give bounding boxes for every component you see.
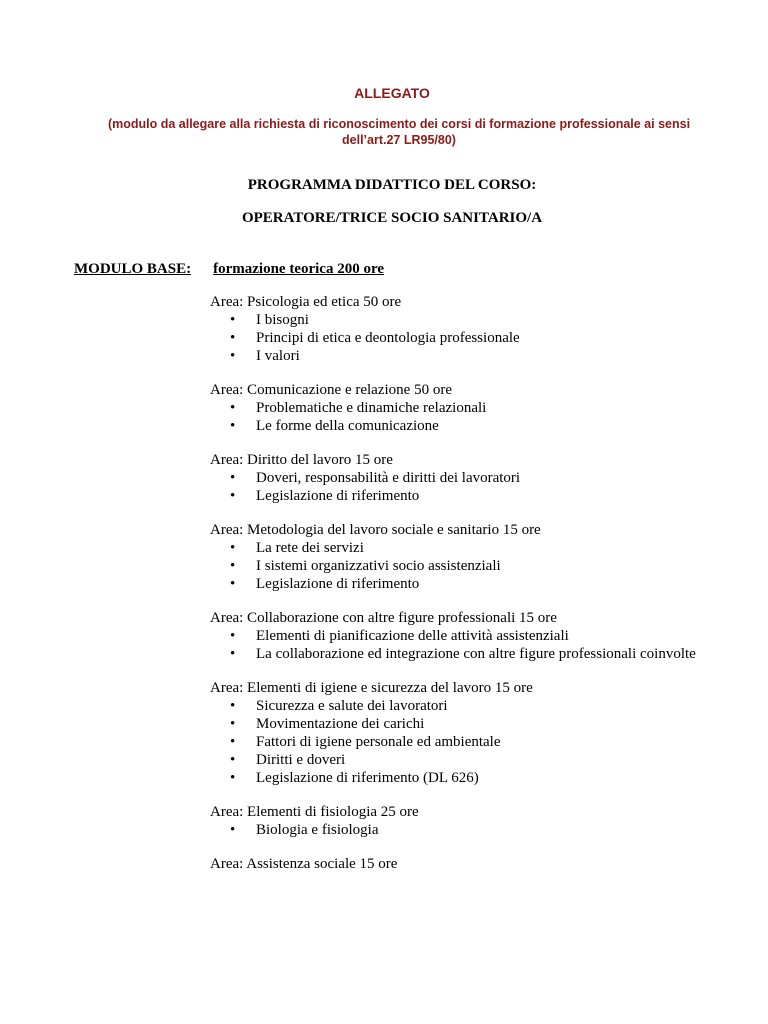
topic-item — [210, 645, 710, 663]
area-title: Area: Metodologia del lavoro sociale e sanitario 15 ore — [210, 522, 541, 538]
bullet-icon: • — [230, 400, 236, 416]
topic-item — [210, 417, 710, 435]
bullet-icon: • — [230, 628, 236, 644]
area-title: Area: Assistenza sociale 15 ore — [210, 856, 398, 872]
topic-list — [210, 697, 710, 787]
area-section — [210, 293, 710, 365]
program-heading: PROGRAMMA DIDATTICO DEL CORSO: — [247, 177, 537, 193]
area-section — [210, 521, 710, 593]
topic-text: I valori — [256, 348, 300, 364]
topic-text: Le forme della comunicazione — [256, 418, 439, 434]
topic-text: Legislazione di riferimento — [256, 576, 420, 592]
bullet-icon: • — [230, 770, 236, 786]
bullet-icon: • — [230, 752, 236, 768]
topic-text: Elementi di pianificazione delle attività assistenziali — [256, 628, 569, 644]
topic-item — [210, 715, 710, 733]
area-title: Area: Collaborazione con altre figure professionali 15 ore — [210, 610, 557, 626]
area-section — [210, 451, 710, 505]
bullet-icon: • — [230, 348, 236, 364]
topic-text: Legislazione di riferimento (DL 626) — [256, 770, 479, 786]
area-section — [210, 381, 710, 435]
area-title: Area: Elementi di igiene e sicurezza del lavoro 15 ore — [210, 680, 533, 696]
area-section — [210, 855, 710, 873]
topic-item — [210, 697, 710, 715]
topic-item — [210, 821, 710, 839]
topic-text: Problematiche e dinamiche relazionali — [256, 400, 487, 416]
bullet-icon: • — [230, 698, 236, 714]
topic-text: La collaborazione ed integrazione con altre figure professionali coinvolte — [256, 646, 696, 662]
area-section — [210, 679, 710, 787]
topic-text: Biologia e fisiologia — [256, 822, 379, 838]
document-title: ALLEGATO — [354, 85, 430, 101]
topic-text: Principi di etica e deontologia professionale — [256, 330, 520, 346]
topic-list — [210, 311, 710, 365]
bullet-icon: • — [230, 646, 236, 662]
module-line — [74, 261, 384, 278]
topic-item — [210, 347, 710, 365]
topic-text: Sicurezza e salute dei lavoratori — [256, 698, 448, 714]
area-section — [210, 609, 710, 663]
bullet-icon: • — [230, 734, 236, 750]
topic-item — [210, 469, 710, 487]
area-title: Area: Elementi di fisiologia 25 ore — [210, 804, 419, 820]
topic-item — [210, 575, 710, 593]
bullet-icon: • — [230, 822, 236, 838]
bullet-icon: • — [230, 312, 236, 328]
topic-item — [210, 769, 710, 787]
course-name: OPERATORE/TRICE SOCIO SANITARIO/A — [241, 210, 543, 226]
topic-item — [210, 627, 710, 645]
topic-text: I sistemi organizzativi socio assistenziali — [256, 558, 501, 574]
topic-text: Diritti e doveri — [256, 752, 346, 768]
document-subtitle: (modulo da allegare alla richiesta di riconoscimento dei corsi di formazione professionale ai sensi dell’art.27 LR95/80) — [107, 117, 691, 147]
area-section — [210, 803, 710, 839]
bullet-icon: • — [230, 488, 236, 504]
area-title: Area: Diritto del lavoro 15 ore — [210, 452, 393, 468]
bullet-icon: • — [230, 470, 236, 486]
topic-item — [210, 751, 710, 769]
bullet-icon: • — [230, 558, 236, 574]
topic-text: Fattori di igiene personale ed ambientale — [256, 734, 501, 750]
areas-list — [210, 293, 710, 889]
topic-item — [210, 399, 710, 417]
area-title: Area: Psicologia ed etica 50 ore — [210, 294, 402, 310]
topic-list — [210, 399, 710, 435]
topic-text: Legislazione di riferimento — [256, 488, 420, 504]
bullet-icon: • — [230, 540, 236, 556]
topic-list — [210, 539, 710, 593]
topic-text: Movimentazione dei carichi — [256, 716, 425, 732]
bullet-icon: • — [230, 716, 236, 732]
topic-list — [210, 821, 710, 839]
bullet-icon: • — [230, 330, 236, 346]
topic-text: I bisogni — [256, 312, 309, 328]
topic-item — [210, 311, 710, 329]
topic-item — [210, 329, 710, 347]
area-title: Area: Comunicazione e relazione 50 ore — [210, 382, 452, 398]
topic-item — [210, 539, 710, 557]
topic-text: Doveri, responsabilità e diritti dei lavoratori — [256, 470, 521, 486]
module-value: formazione teorica 200 ore — [213, 261, 384, 277]
topic-list — [210, 469, 710, 505]
topic-text: La rete dei servizi — [256, 540, 364, 556]
bullet-icon: • — [230, 418, 236, 434]
topic-item — [210, 733, 710, 751]
bullet-icon: • — [230, 576, 236, 592]
topic-item — [210, 487, 710, 505]
module-label: MODULO BASE: — [74, 261, 192, 277]
topic-item — [210, 557, 710, 575]
topic-list — [210, 627, 710, 663]
